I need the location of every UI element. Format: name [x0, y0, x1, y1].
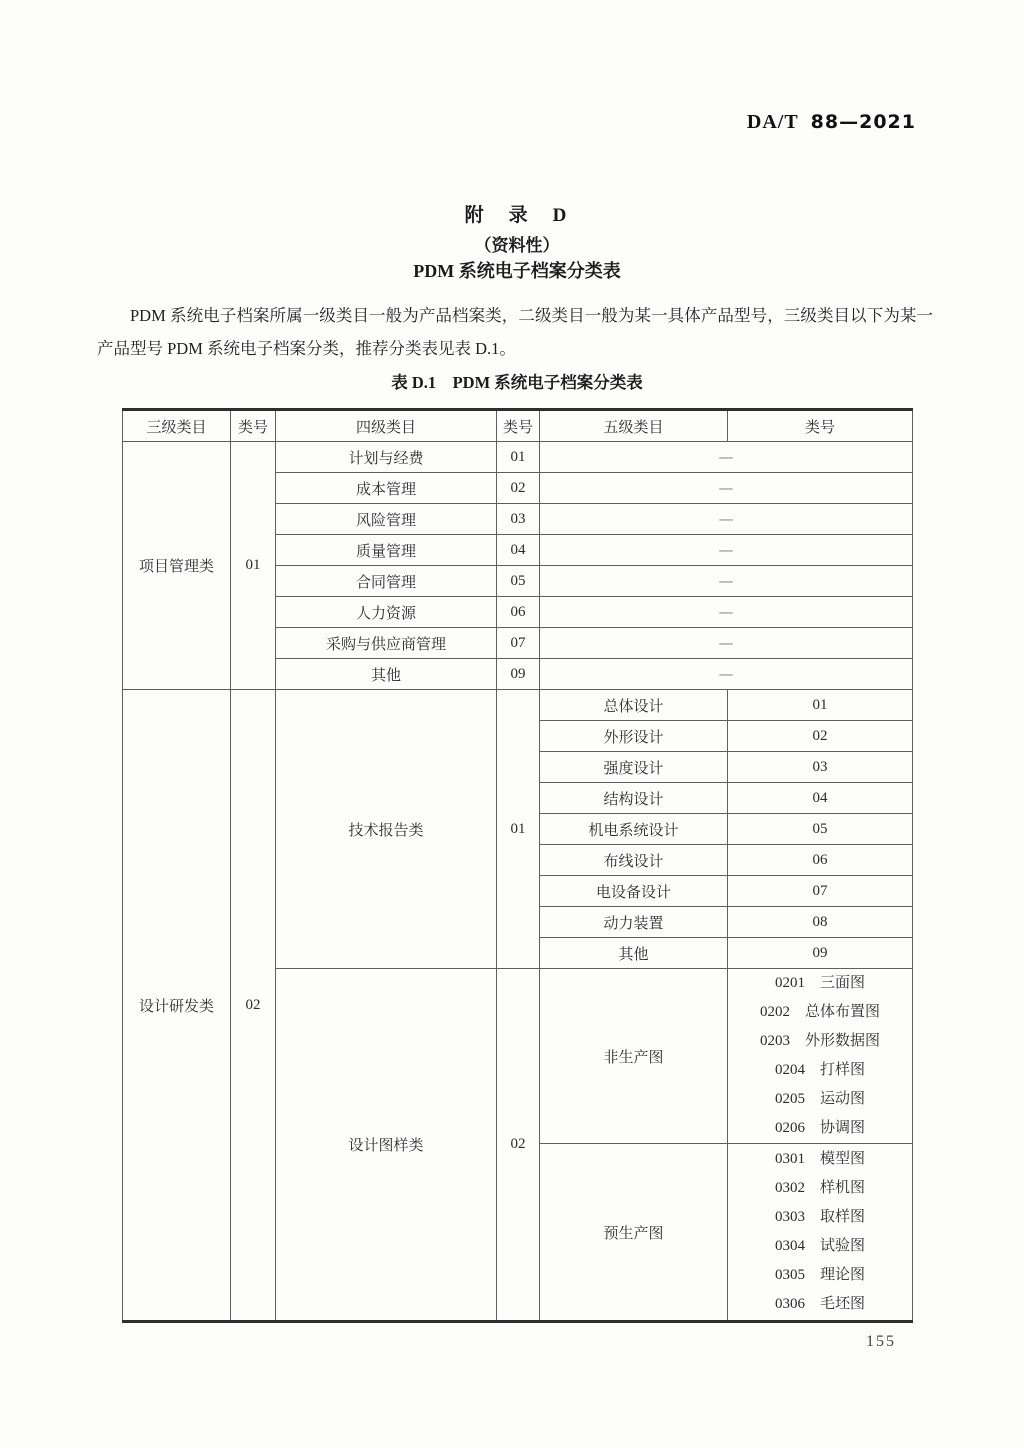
- level4-code-cell: 06: [497, 597, 540, 628]
- codes-list-cell: [728, 1144, 913, 1322]
- empty-dash-cell: —: [540, 659, 913, 690]
- code-value: 0203: [759, 1033, 790, 1049]
- empty-dash-cell: —: [540, 473, 913, 504]
- code-value: 0301: [774, 1151, 805, 1167]
- code-name: 打样图: [819, 1062, 865, 1078]
- column-header-level5: 五级类目: [540, 410, 728, 442]
- level4-code-cell: 03: [497, 504, 540, 535]
- level4-code-cell: 02: [497, 969, 540, 1322]
- code-value: 0305: [774, 1267, 805, 1283]
- level5-code-cell: 08: [728, 907, 913, 938]
- codes-list-cell: [728, 969, 913, 1144]
- level5-category-cell: 总体设计: [540, 690, 728, 721]
- level3-category-cell: 设计研发类: [123, 690, 231, 1322]
- level3-code-cell: 01: [231, 442, 276, 690]
- empty-dash-cell: —: [540, 535, 913, 566]
- level4-category-cell: 人力资源: [276, 597, 497, 628]
- doc-number-prefix: DA/T: [746, 111, 799, 133]
- code-name: 三面图: [819, 975, 865, 991]
- classification-table: [122, 408, 913, 1323]
- code-line: [728, 1174, 912, 1203]
- column-header-level4: 四级类目: [276, 410, 497, 442]
- level5-category-cell: 结构设计: [540, 783, 728, 814]
- column-header-code2: 类号: [497, 410, 540, 442]
- level5-category-cell: 电设备设计: [540, 876, 728, 907]
- code-line: [728, 969, 912, 998]
- level5-code-cell: 04: [728, 783, 913, 814]
- level4-category-cell: 成本管理: [276, 473, 497, 504]
- level5-code-cell: 07: [728, 876, 913, 907]
- level4-code-cell: 02: [497, 473, 540, 504]
- level4-code-cell: 01: [497, 442, 540, 473]
- table-row: [123, 690, 913, 721]
- doc-number-suffix: 88—2021: [810, 111, 916, 133]
- empty-dash-cell: —: [540, 566, 913, 597]
- code-value: 0202: [759, 1004, 790, 1020]
- table-header-row: [123, 410, 913, 442]
- level4-code-cell: 04: [497, 535, 540, 566]
- column-header-code3: 类号: [728, 410, 913, 442]
- level5-code-cell: 03: [728, 752, 913, 783]
- code-line: [728, 1114, 912, 1143]
- level4-category-cell: 其他: [276, 659, 497, 690]
- level5-code-cell: 02: [728, 721, 913, 752]
- code-name: 取样图: [819, 1209, 865, 1225]
- table-row: [123, 442, 913, 473]
- level5-category-cell: 强度设计: [540, 752, 728, 783]
- level5-category-cell: 非生产图: [540, 969, 728, 1144]
- code-value: 0201: [774, 975, 805, 991]
- code-name: 毛坯图: [819, 1296, 865, 1312]
- code-value: 0205: [774, 1091, 805, 1107]
- level4-category-cell: 质量管理: [276, 535, 497, 566]
- code-line: [728, 1027, 912, 1056]
- level4-category-cell: 技术报告类: [276, 690, 497, 969]
- level4-category-cell: 采购与供应商管理: [276, 628, 497, 659]
- level4-category-cell: 计划与经费: [276, 442, 497, 473]
- level3-category-cell: 项目管理类: [123, 442, 231, 690]
- code-value: 0303: [774, 1209, 805, 1225]
- level5-code-cell: 06: [728, 845, 913, 876]
- code-name: 协调图: [819, 1120, 865, 1136]
- level5-code-cell: 01: [728, 690, 913, 721]
- code-name: 样机图: [819, 1180, 865, 1196]
- level5-category-cell: 布线设计: [540, 845, 728, 876]
- column-header-code1: 类号: [231, 410, 276, 442]
- code-value: 0306: [774, 1296, 805, 1312]
- code-line: [728, 1232, 912, 1261]
- code-line: [728, 1085, 912, 1114]
- page-number: 155: [866, 1333, 896, 1350]
- code-line: [728, 1145, 912, 1174]
- level4-code-cell: 07: [497, 628, 540, 659]
- level5-code-cell: 09: [728, 938, 913, 969]
- column-header-level3: 三级类目: [123, 410, 231, 442]
- code-name: 总体布置图: [804, 1004, 880, 1020]
- level4-category-cell: 风险管理: [276, 504, 497, 535]
- code-value: 0304: [774, 1238, 805, 1254]
- level5-category-cell: 动力装置: [540, 907, 728, 938]
- level3-code-cell: 02: [231, 690, 276, 1322]
- intro-paragraph: PDM 系统电子档案所属一级类目一般为产品档案类，二级类目一般为某一具体产品型号，三级类目以下为某一产品型号 PDM 系统电子档案分类，推荐分类表见表 D.1。: [97, 306, 933, 358]
- appendix-heading: PDM 系统电子档案分类表: [413, 261, 621, 281]
- code-name: 试验图: [819, 1238, 865, 1254]
- code-value: 0206: [774, 1120, 805, 1136]
- level5-code-cell: 05: [728, 814, 913, 845]
- empty-dash-cell: —: [540, 628, 913, 659]
- code-name: 模型图: [819, 1151, 865, 1167]
- code-line: [728, 1261, 912, 1290]
- empty-dash-cell: —: [540, 597, 913, 628]
- level5-category-cell: 预生产图: [540, 1144, 728, 1322]
- empty-dash-cell: —: [540, 442, 913, 473]
- code-line: [728, 998, 912, 1027]
- code-line: [728, 1290, 912, 1319]
- code-name: 运动图: [819, 1091, 865, 1107]
- level4-code-cell: 05: [497, 566, 540, 597]
- table-caption: 表 D.1 PDM 系统电子档案分类表: [391, 373, 643, 392]
- code-name: 理论图: [819, 1267, 865, 1283]
- doc-number: [747, 111, 916, 134]
- code-value: 0204: [774, 1062, 805, 1078]
- level4-code-cell: 01: [497, 690, 540, 969]
- code-line: [728, 1203, 912, 1232]
- level5-category-cell: 机电系统设计: [540, 814, 728, 845]
- level4-category-cell: 合同管理: [276, 566, 497, 597]
- level5-category-cell: 外形设计: [540, 721, 728, 752]
- empty-dash-cell: —: [540, 504, 913, 535]
- code-line: [728, 1056, 912, 1085]
- level4-category-cell: 设计图样类: [276, 969, 497, 1322]
- code-name: 外形数据图: [804, 1033, 880, 1049]
- appendix-note: （资料性）: [474, 236, 560, 255]
- code-value: 0302: [774, 1180, 805, 1196]
- level4-code-cell: 09: [497, 659, 540, 690]
- appendix-title: 附 录 D: [464, 205, 570, 226]
- level5-category-cell: 其他: [540, 938, 728, 969]
